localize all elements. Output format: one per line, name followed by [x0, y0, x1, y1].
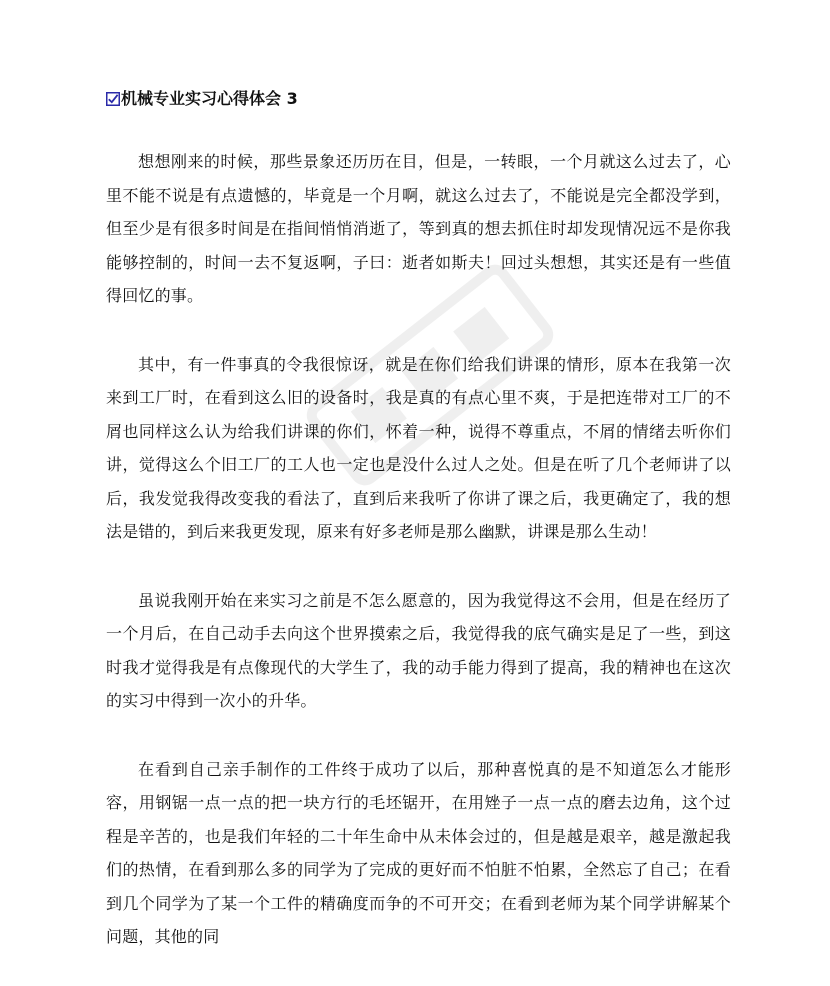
checked-box-icon	[106, 92, 120, 106]
paragraph-3: 虽说我刚开始在来实习之前是不怎么愿意的，因为我觉得这不会用，但是在经历了一个月后，在自己动手去向这个世界摸索之后，我觉得我的底气确实是足了一些，到这时我才觉得我是有点像现代的大学生了，我的动手能力得到了提高，我的精神也在这次的实习中得到一次小的升华。	[106, 590, 731, 710]
paragraph-4: 在看到自己亲手制作的工件终于成功了以后，那种喜悦真的是不知道怎么才能形容，用钢锯一点一点的把一块方行的毛坯锯开，在用矬子一点一点的磨去边角，这个过程是辛苦的，也是我们年轻的二十年生命中从未体会过的，但是越是艰辛，越是激起我们的热情，在看到那么多的同学为了完成的更好而不怕脏不怕累，全然忘了自己；在看到几个同学为了某一个工件的精确度而争的不可开交；在看到老师为某个同学讲解某个问题，其他的同	[106, 759, 731, 946]
document-title-text: 机械专业实习心得体会 3	[121, 89, 298, 108]
document-title	[106, 88, 298, 110]
document-body	[106, 145, 731, 986]
paragraph-2: 其中，有一件事真的令我很惊讶，就是在你们给我们讲课的情形，原本在我第一次来到工厂时，在看到这么旧的设备时，我是真的有点心里不爽，于是把连带对工厂的不屑也同样这么认为给我们讲课的你们，怀着一种，说得不尊重点，不屑的情绪去听你们讲，觉得这么个旧工厂的工人也一定也是没什么过人之处。但是在听了几个老师讲了以后，我发觉我得改变我的看法了，直到后来我听了你讲了课之后，我更确定了，我的想法是错的，到后来我更发现，原来有好多老师是那么幽默，讲课是那么生动！	[106, 354, 731, 541]
paragraph-1: 想想刚来的时候，那些景象还历历在目，但是，一转眼，一个月就这么过去了，心里不能不说是有点遗憾的，毕竟是一个月啊，就这么过去了，不能说是完全都没学到，但至少是有很多时间是在指间悄悄消逝了，等到真的想去抓住时却发现情况远不是你我能够控制的，时间一去不复返啊，子曰：逝者如斯夫！回过头想想，其实还是有一些值得回忆的事。	[106, 152, 731, 305]
